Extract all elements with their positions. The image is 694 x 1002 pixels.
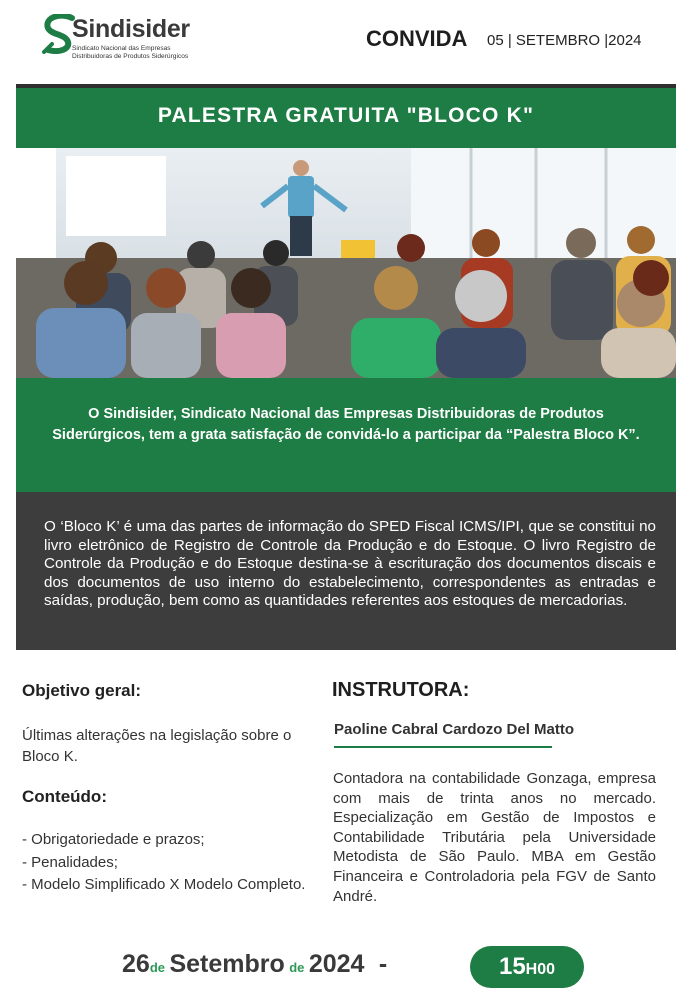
bloco-k-description: O ‘Bloco K’ é uma das partes de informação do SPED Fiscal ICMS/IPI, que se constitui no livro eletrônico de Registro de Controle da Produção e do Estoque. O livro Registro de Controle da Produção e do Estoque destina-se à escrituração dos documentos discais e dos documentos de uso interno do estabelecimento, correspondentes as entradas e saídas, produção, bem como as quantidades referentes aos estoques de mercadorias.	[44, 518, 656, 610]
time-hour: 15	[498, 953, 526, 980]
event-time-badge	[470, 946, 584, 988]
event-date-footer	[122, 950, 393, 979]
convida-label: CONVIDA	[366, 26, 468, 51]
logo-name: Sindisider	[72, 15, 190, 43]
instrutora-bio: Contadora na contabilidade Gonzaga, empresa com mais de trinta anos no mercado. Especialização em Gestão de Impostos e Contabilidade Tributária pela Universidade Metodista de São Paulo. MBA em Gestão Financeira e Controladoria pela FGV de Santo André.	[333, 770, 656, 905]
list-item: - Modelo Simplificado X Modelo Completo.	[22, 876, 306, 893]
sindisider-logo	[42, 14, 212, 66]
instrutora-underline	[334, 746, 552, 748]
photo-illustration	[16, 148, 676, 378]
footer-month: Setembro	[169, 950, 285, 978]
objetivo-heading: Objetivo geral:	[22, 681, 142, 700]
audience-lecture-photo	[16, 148, 676, 378]
conteudo-list	[22, 829, 312, 897]
conteudo-heading: Conteúdo:	[22, 787, 107, 806]
footer-dash: -	[378, 950, 388, 978]
footer-de: de	[289, 960, 305, 975]
event-date-header: 05 | SETEMBRO |2024	[487, 32, 642, 49]
list-item: - Penalidades;	[22, 853, 118, 871]
list-item: - Obrigatoriedade e prazos;	[22, 831, 205, 848]
logo-subtitle-line1: Sindicato Nacional das Empresas	[72, 45, 171, 52]
objetivo-text: Últimas alterações na legislação sobre o Bloco K.	[22, 727, 292, 765]
footer-day: 26	[122, 950, 150, 978]
time-hour-unit: H00	[525, 961, 556, 978]
invite-text: O Sindisider, Sindicato Nacional das Empresas Distribuidoras de Produtos Siderúrgicos, tem a grata satisfação de convidá-lo a participar da “Palestra Bloco K”.	[52, 406, 640, 443]
footer-de: de	[149, 960, 165, 975]
instrutora-name: Paoline Cabral Cardozo Del Matto	[334, 721, 575, 738]
event-title: PALESTRA GRATUITA "BLOCO K"	[157, 104, 535, 127]
logo-subtitle-line2: Distribuidoras de Produtos Siderúrgicos	[72, 53, 189, 60]
instrutora-heading: INSTRUTORA:	[332, 679, 470, 701]
footer-year: 2024	[308, 950, 365, 978]
